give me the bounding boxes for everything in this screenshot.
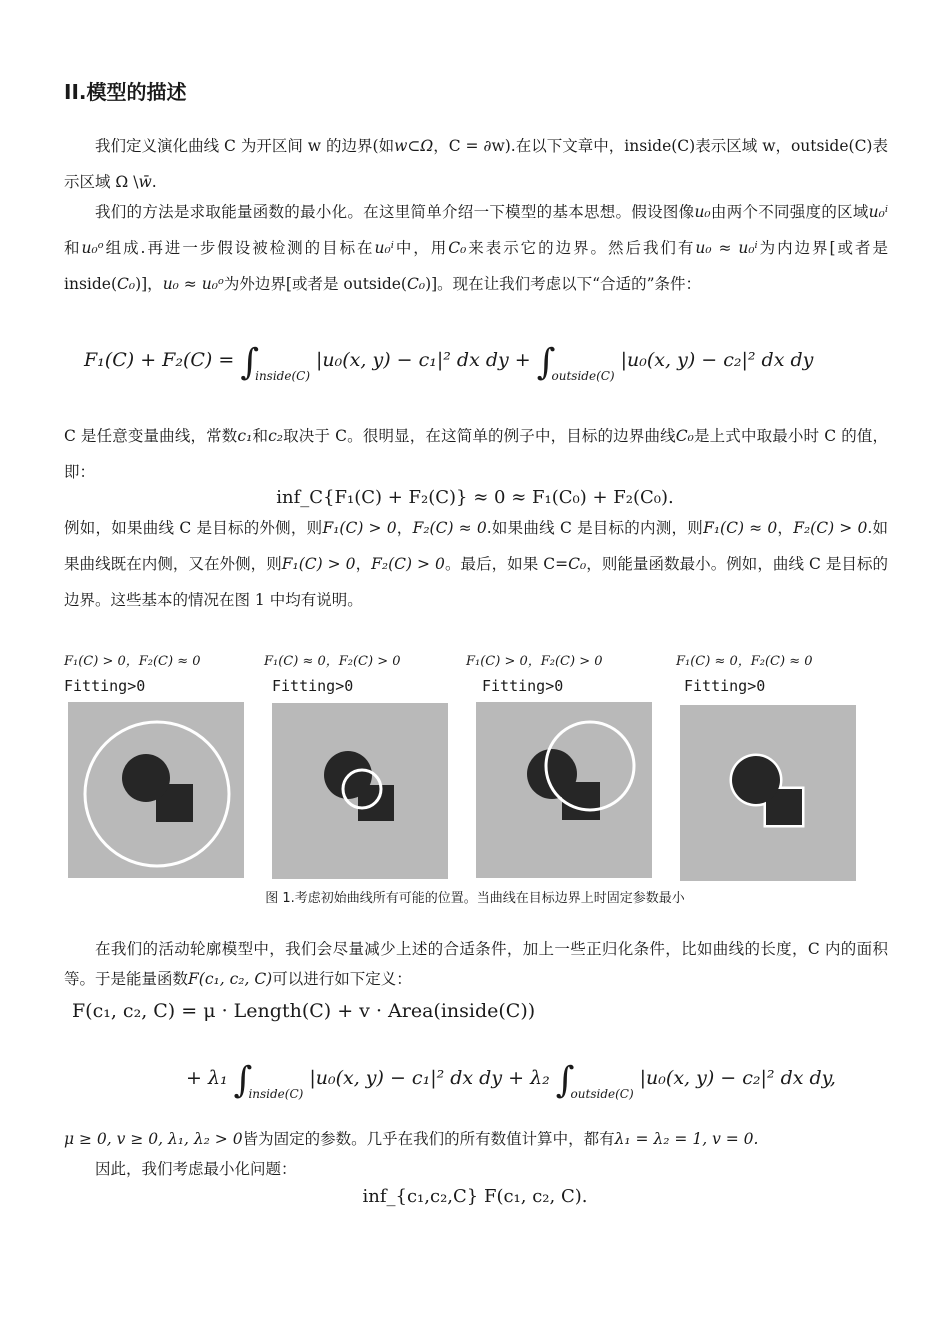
figure-panel-label-3: F₁(C) > 0，F₂(C) > 0 Fitting>0: [466, 654, 603, 695]
paragraph-parameters: μ ≥ 0, v ≥ 0, λ₁, λ₂ > 0皆为固定的参数。几乎在我们的所有数值计算中，都有λ₁ = λ₂ = 1, v = 0. 因此，我们考虑最小化问题：: [64, 1130, 759, 1178]
equation-energy-integrals: + λ₁ $\int_{inside(C)}|u_0(x$, y) − c₁|² dx dy + λ₂ $\int_{outside(C)}|u_0(x$, y) − c₂|² dx dy,: [186, 1060, 836, 1101]
paragraph-definition: 我们定义演化曲线 C 为开区间 w 的边界(如w⊂Ω，C = ∂w).在以下文章中，inside(C)表示区域 w，outside(C)表示区域 Ω \w̄.: [64, 137, 888, 191]
object-disc: [527, 749, 577, 799]
figure-caption: 图 1.考虑初始曲线所有可能的位置。当曲线在目标边界上时固定参数最小: [265, 891, 685, 906]
equation-fitting-term: $F_1(C) + F_2(C) = \int_{inside(C)}|u_0(x$, y) − c₁|² dx dy + $\int_{outside(C)}|u_0(x$, y) − c₂|² dx dy: [84, 342, 814, 383]
equation-energy-functional: F(c₁, c₂, C) = μ · Length(C) + v · Area(inside(C)): [72, 1000, 536, 1022]
integral-sign: ∫: [233, 1060, 253, 1101]
paragraph-cases: 例如，如果曲线 C 是目标的外侧，则F₁(C) > 0，F₂(C) ≈ 0.如果曲线 C 是目标的内测，则F₁(C) ≈ 0，F₂(C) > 0.如果曲线既在内侧，又在外侧，则F₁(C) > 0，F₂(C) > 0。最后，如果 C=C₀，则能量函数最小。例如，曲线 C 是目标的边界。这些基本的情况在图 1 中均有说明。: [64, 519, 889, 609]
figure-panel-image-3: [476, 702, 652, 878]
figure-panel-image-4: [680, 705, 856, 881]
paragraph-model-idea: 我们的方法是求取能量函数的最小化。在这里简单介绍一下模型的基本思想。假设图像u₀由两个不同强度的区域u₀ⁱ和u₀ᵒ组成.再进一步假设被检测的目标在u₀ⁱ中，用C₀来表示它的边界。然后我们有u₀ ≈ u₀ⁱ为内边界[或者是 inside(C₀)]，u₀ ≈ u₀ᵒ为外边界[或者是 outside(C₀)]。现在让我们考虑以下“合适的”条件：: [64, 203, 888, 293]
paragraph-curve-constants: C 是任意变量曲线，常数c₁和c₂取决于 C。很明显，在这简单的例子中，目标的边界曲线C₀是上式中取最小时 C 的值，即：: [64, 427, 888, 481]
object-disc: [122, 754, 170, 802]
figure-panel-image-2: [272, 703, 448, 879]
equation-infimum: inf_C{F₁(C) + F₂(C)} ≈ 0 ≈ F₁(C₀) + F₂(C₀).: [276, 487, 674, 508]
integral-sign: ∫: [240, 342, 260, 383]
object-disc: [732, 756, 780, 804]
paragraph-active-contour: 在我们的活动轮廓模型中，我们会尽量减少上述的合适条件，加上一些正归化条件，比如曲线的长度，C 内的面积等。于是能量函数F(c₁, c₂, C)可以进行如下定义：: [64, 940, 888, 988]
figure-panel-label-4: F₁(C) ≈ 0，F₂(C) ≈ 0 Fitting>0: [676, 654, 813, 695]
section-heading: II.模型的描述: [64, 80, 187, 104]
figure-panel-label-2: F₁(C) ≈ 0，F₂(C) > 0 Fitting>0: [264, 654, 401, 695]
equation-minimization-problem: inf_{c₁,c₂,C} F(c₁, c₂, C).: [362, 1186, 588, 1207]
integral-sign: ∫: [555, 1060, 575, 1101]
figure-panel-image-1: [68, 702, 244, 878]
integral-sign: ∫: [536, 342, 556, 383]
figure-panel-label-1: F₁(C) > 0，F₂(C) ≈ 0 Fitting>0: [64, 654, 201, 695]
